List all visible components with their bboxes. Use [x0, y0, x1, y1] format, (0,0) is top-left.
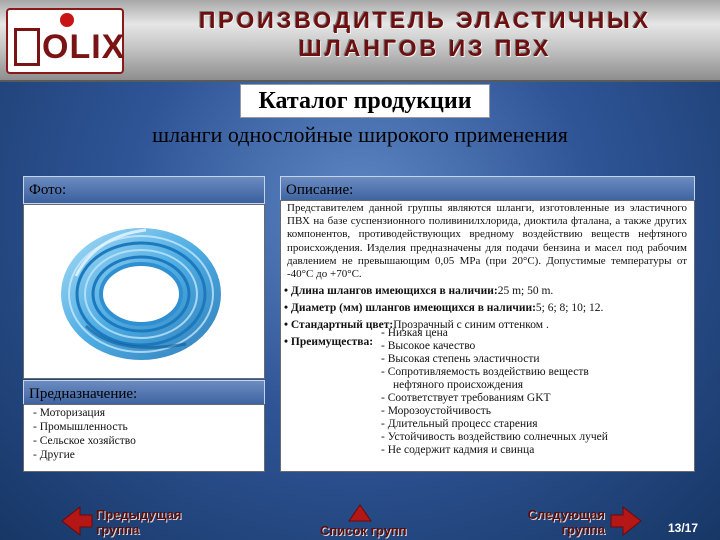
polix-logo	[6, 8, 124, 74]
feature-length	[284, 285, 694, 298]
prev-group-label	[96, 507, 181, 537]
advantage-item: - Высокая степень эластичности	[381, 353, 540, 365]
feature-label: • Стандартный цвет:	[284, 319, 394, 331]
feature-label: • Преимущества:	[284, 336, 374, 348]
purpose-item: - Моторизация	[33, 407, 106, 419]
catalog-title: Каталог продукции	[240, 84, 490, 118]
purpose-item: - Сельское хозяйство	[33, 435, 136, 447]
next-group-button[interactable]	[525, 503, 655, 539]
tagline-line-2: ШЛАНГОВ ИЗ ПВХ	[298, 35, 552, 61]
advantage-item: - Сопротивляемость воздействию веществ	[381, 366, 589, 378]
flame-icon	[60, 13, 74, 27]
logo-text: OLIX	[42, 28, 126, 66]
prev-label-line2: группа	[96, 522, 140, 537]
arrow-left-icon	[60, 505, 94, 537]
logo-p-frame	[14, 28, 40, 66]
tagline-line-1: ПРОИЗВОДИТЕЛЬ ЭЛАСТИЧНЫХ	[198, 7, 652, 33]
purpose-heading: Предназначение:	[23, 380, 265, 408]
description-heading: Описание:	[280, 176, 695, 204]
catalog-subtitle: шланги однослойные широкого применения	[152, 122, 568, 147]
advantage-item: - Морозоустойчивость	[381, 405, 492, 417]
group-list-label: Список групп	[320, 523, 407, 538]
arrow-right-icon	[609, 505, 643, 537]
company-tagline	[130, 6, 720, 62]
feature-value: 5; 6; 8; 10; 12.	[535, 302, 604, 314]
prev-group-button[interactable]	[60, 503, 200, 539]
purpose-item: - Другие	[33, 449, 75, 461]
next-group-label	[525, 507, 605, 537]
feature-diameter	[284, 302, 694, 315]
header-banner	[0, 0, 720, 82]
advantage-item: нефтяного происхождения	[393, 379, 524, 391]
prev-label-line1: Предыдущая	[96, 507, 182, 522]
photo-heading: Фото:	[23, 176, 265, 204]
page-number: 13/17	[668, 521, 699, 535]
feature-value: 25 m; 50 m.	[497, 285, 554, 297]
advantage-item: - Длительный процесс старения	[381, 418, 538, 430]
advantages-list	[381, 327, 608, 457]
features-list	[284, 285, 694, 456]
feature-value: Прозрачный с синим оттенком .	[393, 319, 549, 331]
purpose-item: - Промышленность	[33, 421, 128, 433]
arrow-up-icon	[348, 504, 372, 522]
feature-label: • Диаметр (мм) шлангов имеющихся в наличии:	[284, 302, 536, 314]
group-list-button[interactable]	[300, 504, 420, 538]
hose-coil-image	[56, 216, 226, 366]
next-label-line2: группа	[561, 522, 605, 537]
advantage-item: - Низкая цена	[381, 327, 448, 339]
advantage-item: - Высокое качество	[381, 340, 476, 352]
advantage-item: - Не содержит кадмия и свинца	[381, 444, 535, 456]
next-label-line1: Следующая	[527, 507, 605, 522]
description-text: Представителем данной группы являются шланги, изготовленные из эластичного ПВХ на базе суспензионного поливинилхлорида, диоктила фталана, а также других компонентов, противодействующих вредному воздействию веществ нефтяного происхождения. Изделия предназначены для подачи бензина и масел под рабочим давлением не превышающим 0,05 МРа (при 20°С). Допустимые температуры от -40°С до +70°С.	[287, 202, 687, 281]
advantage-item: - Устойчивость воздействию солнечных лучей	[381, 431, 608, 443]
advantage-item: - Соответствует требованиям GKT	[381, 392, 551, 404]
feature-label: • Длина шлангов имеющихся в наличии:	[284, 285, 498, 297]
purpose-list	[33, 406, 136, 462]
